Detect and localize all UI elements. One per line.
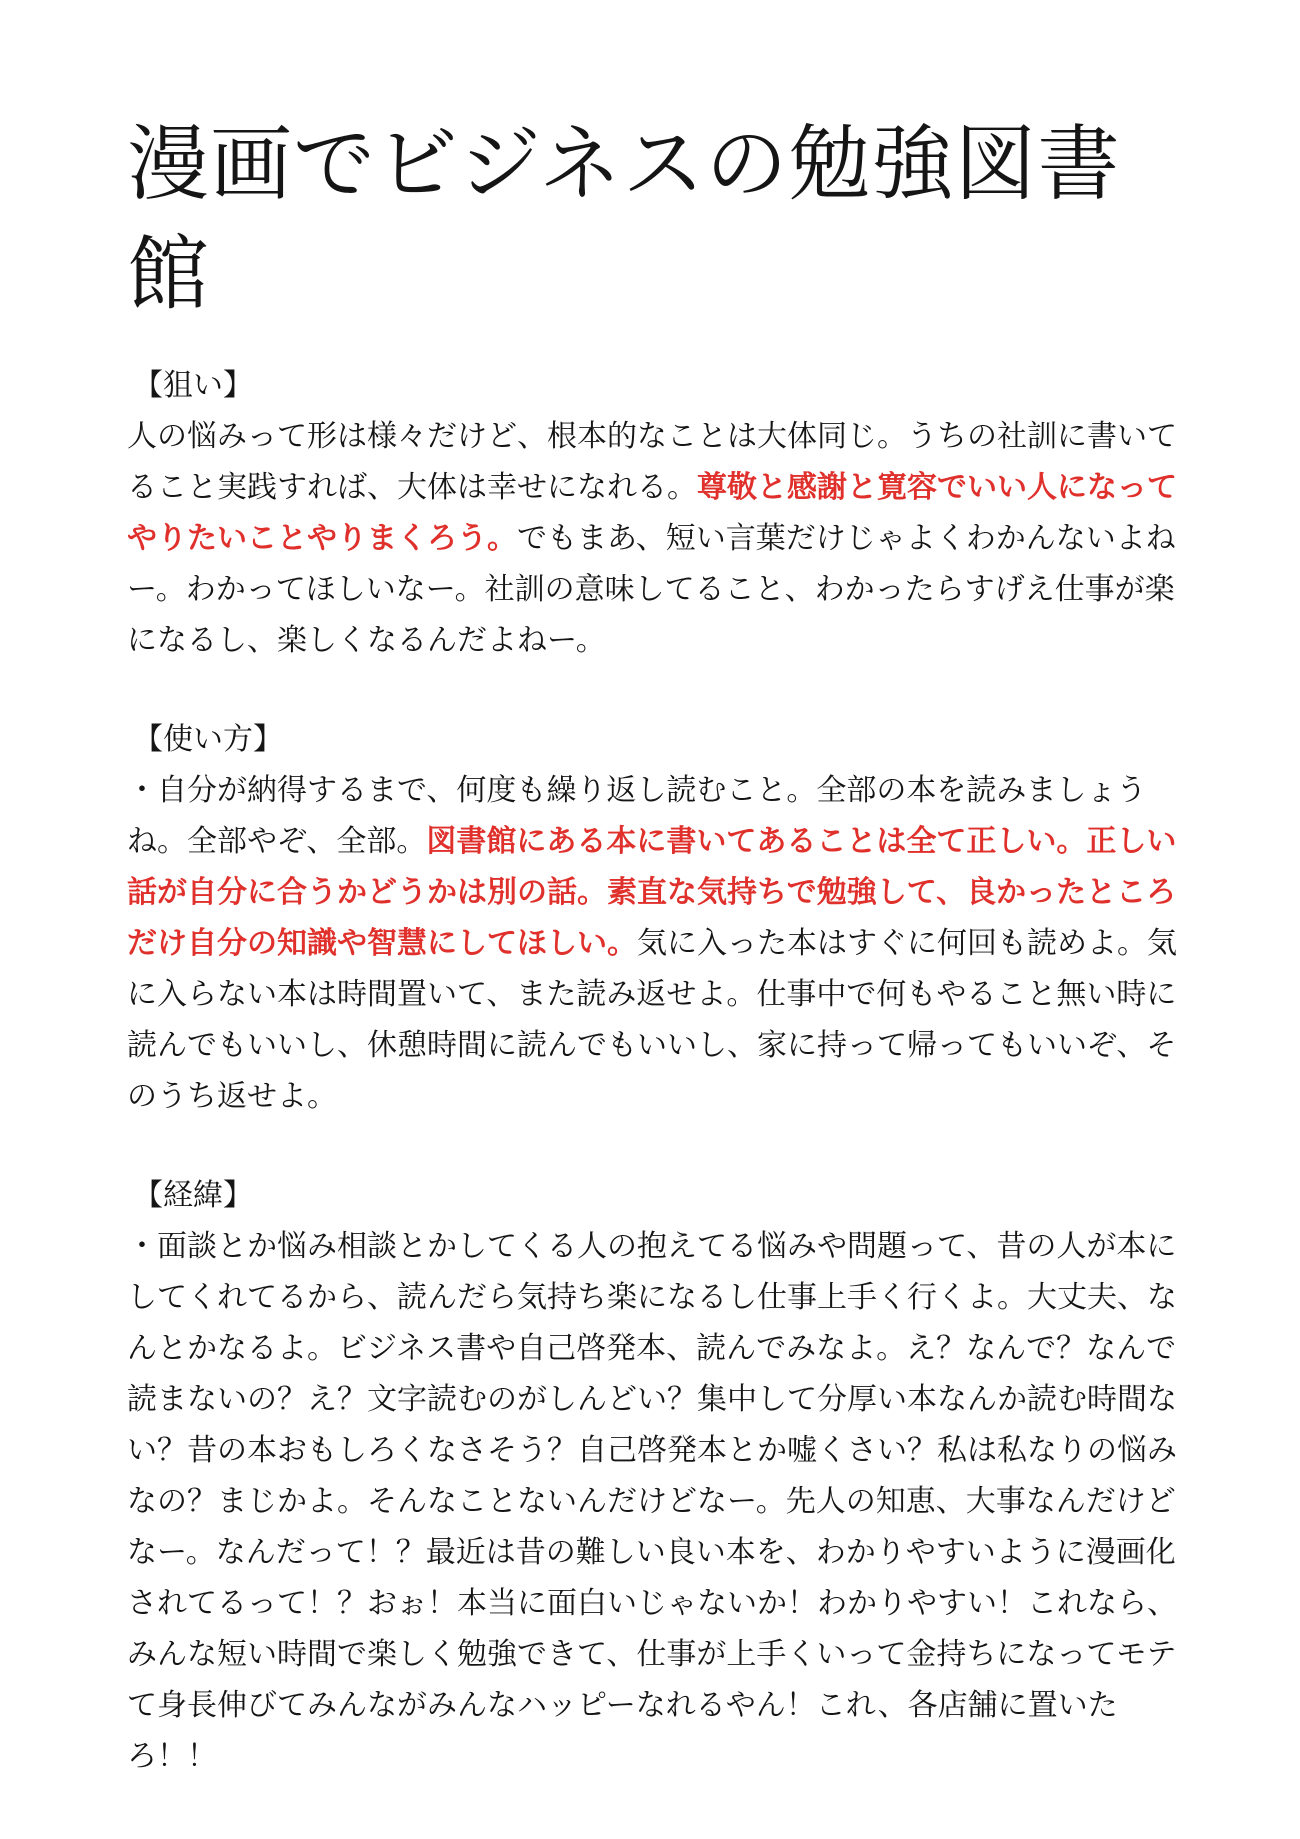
section-aim <box>127 360 1187 666</box>
section-usage <box>127 714 1187 1122</box>
highlight-text: 図書館にある本に書いてあることは全て正しい。正しい話が自分に合うかどうかは別の話。素直な気持ちで勉強して、良かったところだけ自分の知識や智慧にしてほしい。 <box>127 824 1177 961</box>
highlight-text: 尊敬と感謝と寛容でいい人になってやりたいことやりまくろう。 <box>127 470 1177 556</box>
section-body-usage <box>127 765 1187 1122</box>
section-gap <box>127 1122 1187 1170</box>
body-text: 気に入った本はすぐに何回も読めよ。気に入らない本は時間置いて、また読み返せよ。仕事中で何もやること無い時に読んでもいいし、休憩時間に読んでもいいし、家に持って帰ってもいいぞ、そのうち返せよ。 <box>127 926 1177 1114</box>
document-page <box>127 110 1187 1782</box>
section-heading-aim: 【狙い】 <box>133 368 253 403</box>
section-background <box>127 1170 1187 1782</box>
body-text: 人の悩みって形は様々だけど、根本的なことは大体同じ。うちの社訓に書いてること実践すれば、大体は幸せになれる。 <box>127 419 1177 505</box>
section-body-aim <box>127 411 1187 666</box>
body-text: ・面談とか悩み相談とかしてくる人の抱えてる悩みや問題って、昔の人が本にしてくれてるから、読んだら気持ち楽になるし仕事上手く行くよ。大丈夫、なんとかなるよ。ビジネス書や自己啓発本、読んでみなよ。え？なんで？なんで読まないの？え？文字読むのがしんどい？集中して分厚い本なんか読む時間ない？昔の本おもしろくなさそう？自己啓発本とか嘘くさい？私は私なりの悩みなの？まじかよ。そんなことないんだけどなー。先人の知恵、大事なんだけどなー。なんだって！？最近は昔の難しい良い本を、わかりやすいように漫画化されてるって！？おぉ！本当に面白いじゃないか！わかりやすい！これなら、みんな短い時間で楽しく勉強できて、仕事が上手くいって金持ちになってモテて身長伸びてみんながみんなハッピーなれるやん！これ、各店舗に置いたろ！！ <box>127 1229 1177 1774</box>
body-text: でもまあ、短い言葉だけじゃよくわかんないよねー。わかってほしいなー。社訓の意味してること、わかったらすげえ仕事が楽になるし、楽しくなるんだよねー。 <box>127 521 1176 658</box>
section-gap <box>127 666 1187 714</box>
section-body-background <box>127 1221 1187 1782</box>
section-heading-usage: 【使い方】 <box>133 722 283 757</box>
section-heading-background: 【経緯】 <box>133 1178 253 1213</box>
page-title: 漫画でビジネスの勉強図書館 <box>127 117 1121 322</box>
body-text: ・自分が納得するまで、何度も繰り返し読むこと。全部の本を読みましょうね。全部やぞ、全部。 <box>127 773 1147 859</box>
